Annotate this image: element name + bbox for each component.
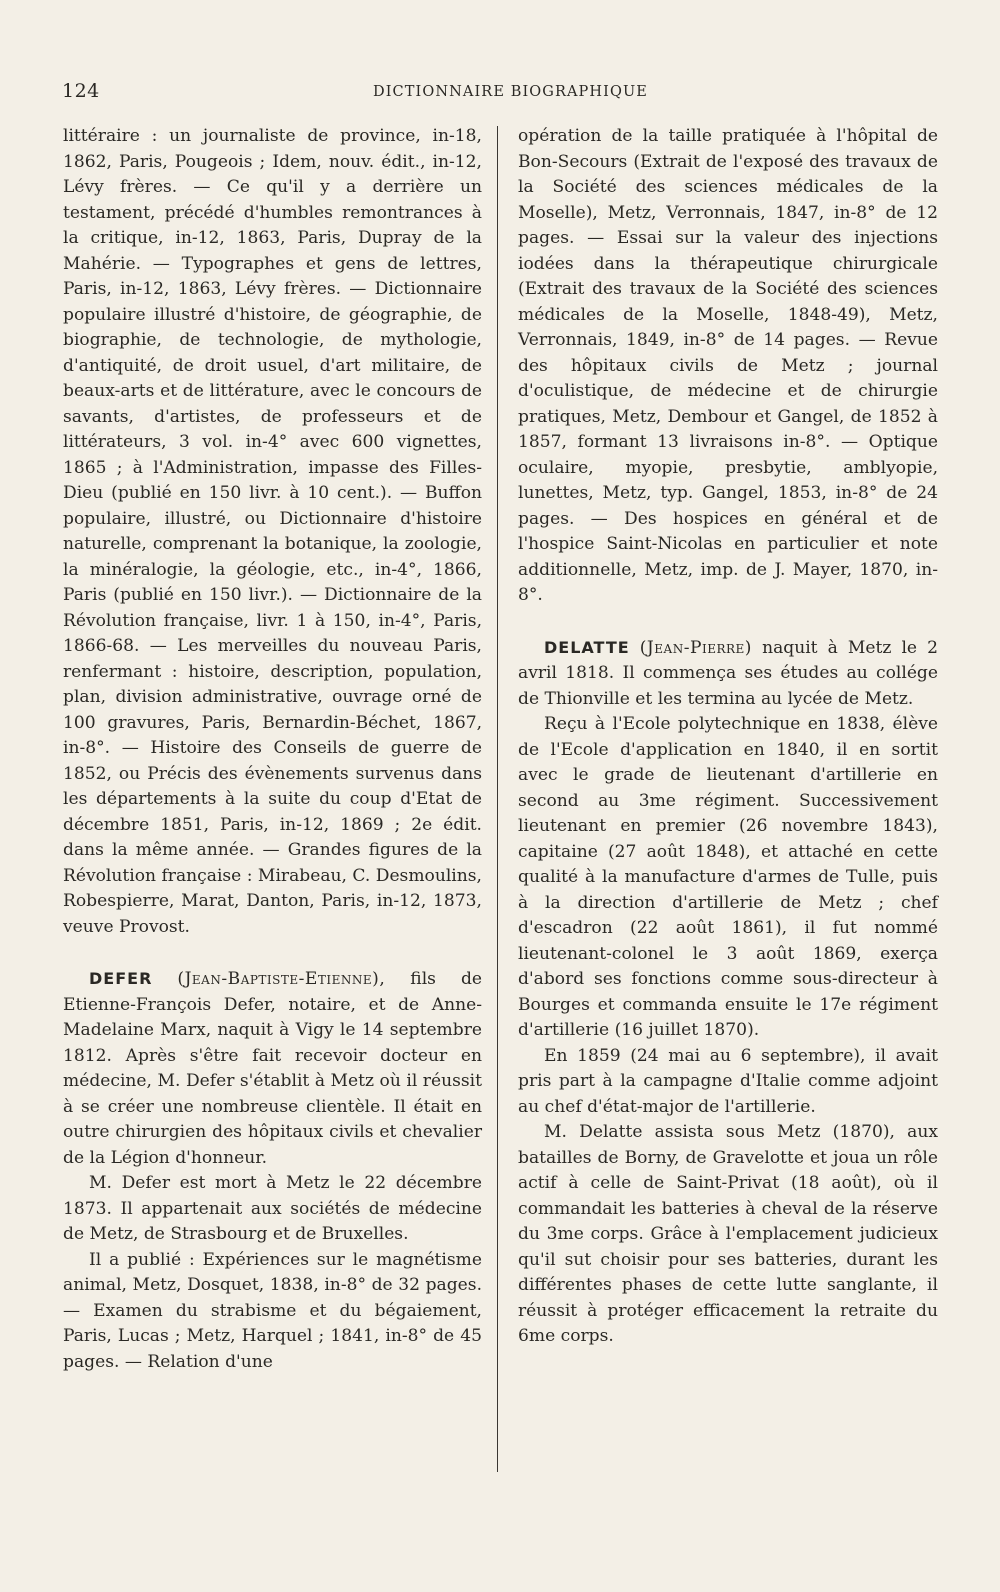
delatte-entry-p1 [518,635,938,713]
right-column [518,124,938,1350]
defer-bio-text: fils de Etienne-François Defer, notaire, et de Anne-Madelaine Marx, naquit à Vigy le 14 septembre 1812. Après s'être fait recevoir docteur en médecine, M. Defer s'établit à Metz où il réussit à se créer une nombreuse clientèle. Il était en outre chirurgien des hôpitaux civils et chevalier de la Légion d'honneur. [63,969,483,1168]
entry-name-delatte: DELATTE [544,637,630,657]
intro-paragraph: littéraire : un journaliste de province, in-18, 1862, Paris, Pougeois ; Idem, nouv. édit., in-12, Lévy frères. — Ce qu'il y a derrière un testament, précédé d'humbles remontrances à la critique, in-12, 1863, Paris, Dupray de la Mahérie. — Typographes et gens de lettres, Paris, in-12, 1863, Lévy frères. — Dictionnaire populaire illustré d'histoire, de géographie, de biographie, de technologie, de mythologie, d'antiquité, de droit usuel, d'art militaire, de beaux-arts et de littérature, avec le concours de savants, d'artistes, de professeurs et de littérateurs, 3 vol. in-4° avec 600 vignettes, 1865 ; à l'Administration, impasse des Filles-Dieu (publié en 150 livr. à 10 cent.). — Buffon populaire, illustré, ou Dictionnaire d'histoire naturelle, comprenant la botanique, la zoologie, la minéralogie, la géologie, etc., in-4°, 1866, Paris (publié en 150 livr.). — Dictionnaire de la Révolution française, livr. 1 à 150, in-4°, Paris, 1866-68. — Les merveilles du nouveau Paris, renfermant : histoire, description, population, plan, division administrative, ouvrage orné de 100 gravures, Paris, Bernardin-Béchet, 1867, in-8°. — Histoire des Conseils de guerre de 1852, ou Précis des évènements survenus dans les départements à la suite du coup d'Etat de décembre 1851, Paris, in-12, 1869 ; 2e édit. dans la même année. — Grandes figures de la Révolution française : Mirabeau, C. Desmoulins, Robespierre, Marat, Danton, Paris, in-12, 1873, veuve Provost. [63,126,482,937]
defer-death-paragraph: M. Defer est mort à Metz le 22 décembre 1873. Il appartenait aux sociétés de médecine de Metz, de Strasbourg et de Bruxelles. [63,1173,482,1244]
delatte-entry-p4: M. Delatte assista sous Metz (1870), aux batailles de Borny, de Gravelotte et joua un rôle actif à celle de Saint-Privat (18 août), où il commandait les batteries à cheval de la réserve du 3me corps. Grâce à l'emplacement judicieux qu'il sut choisir pour ses batteries, durant les différentes phases de cette lutte sanglante, il réussit à protéger efficacement la retraite du 6me corps. [518,1122,938,1346]
running-title: DICTIONNAIRE BIOGRAPHIQUE [373,84,648,100]
delatte-entry-p2: Reçu à l'Ecole polytechnique en 1838, élève de l'Ecole d'application en 1840, il en sortit avec le grade de lieutenant d'artillerie en second au 3me régiment. Successivement lieutenant en premier (26 novembre 1843), capitaine (27 août 1848), et attaché en cette qualité à la manufacture d'armes de Tulle, puis à la direction d'artillerie de Metz ; chef d'escadron (22 août 1861), il fut nommé lieutenant-colonel le 3 août 1869, exerça d'abord ses fonctions comme sous-directeur à Bourges et commanda ensuite le 17e régiment d'artillerie (16 juillet 1870). [518,714,938,1040]
entry-given-names-defer: (Jean-Baptiste-Etienne), [177,969,386,989]
entry-given-names-delatte: (Jean-Pierre) [639,637,752,658]
defer-works-paragraph: Il a publié : Expériences sur le magnétisme animal, Metz, Dosquet, 1838, in-8° de 32 pages. — Examen du strabisme et du bégaiement, Paris, Lucas ; Metz, Harquel ; 1841, in-8° de 45 pages. — Relation d'une [63,1249,482,1372]
delatte-entry-p3: En 1859 (24 mai au 6 septembre), il avait pris part à la campagne d'Italie comme adjoint au chef d'état-major de l'artillerie. [518,1045,938,1117]
page-number: 124 [62,80,100,102]
page-header [62,80,960,110]
defer-entry-bio [63,966,482,1171]
entry-name-defer: DEFER [89,969,153,988]
defer-works-continued: opération de la taille pratiquée à l'hôpital de Bon-Secours (Extrait de l'exposé des travaux de la Société des sciences médicales de la Moselle), Metz, Verronnais, 1847, in-8° de 12 pages. — Essai sur la valeur des injections iodées dans la thérapeutique chirurgicale (Extrait des travaux de la Société des sciences médicales de la Moselle, 1848-49), Metz, Verronnais, 1849, in-8° de 14 pages. — Revue des hôpitaux civils de Metz ; journal d'oculistique, de médecine et de chirurgie pratiques, Metz, Dembour et Gangel, de 1852 à 1857, formant 13 livraisons in-8°. — Optique oculaire, myopie, presbytie, amblyopie, lunettes, Metz, typ. Gangel, 1853, in-8° de 24 pages. — Des hospices en général et de l'hospice Saint-Nicolas en particulier et note additionnelle, Metz, imp. de J. Mayer, 1870, in-8°. [518,126,938,605]
left-column [63,124,482,1375]
column-divider [497,126,498,1472]
delatte-p1-text: naquit à Metz le 2 avril 1818. Il commença ses études au collége de Thionville et les termina au lycée de Metz. [518,637,938,709]
